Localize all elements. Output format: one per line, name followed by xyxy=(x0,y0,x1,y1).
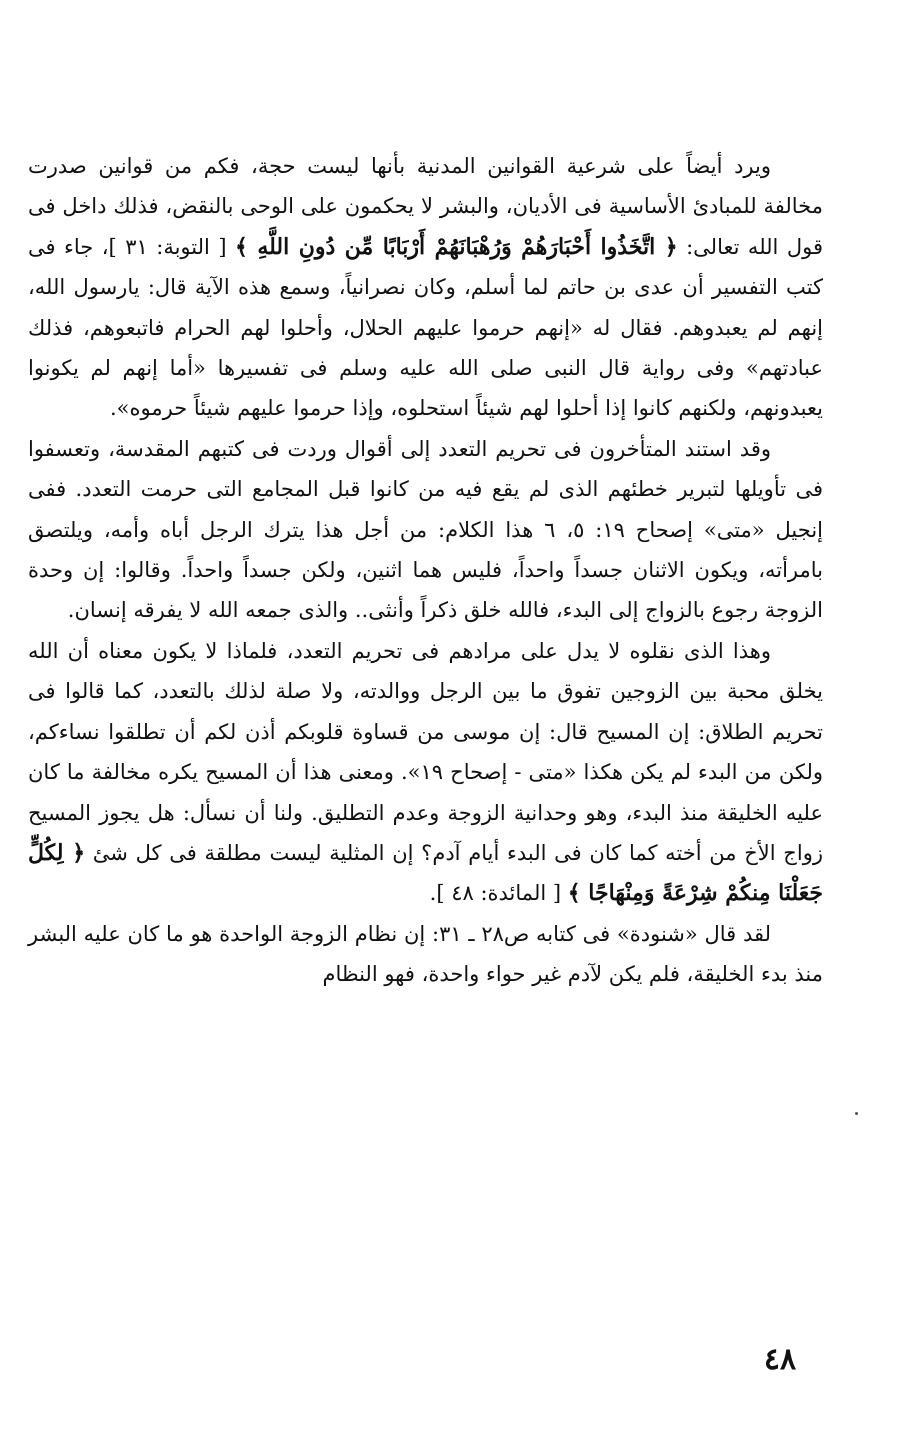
paragraph-text: وقد استند المتأخرون فى تحريم التعدد إلى أقوال وردت فى كتبهم المقدسة، وتعسفوا فى تأويلها لتبرير خطئهم الذى لم يقع فيه من كانوا قبل المجامع التى حرمت التعدد. ففى إنجيل «متى» إصحاح ١٩: ٥، ٦ هذا الكلام: من أجل هذا يترك الرجل أباه وأمه، ويلتصق بامرأته، ويكون الاثنان جسداً واحداً، فليس هما اثنين، ولكن جسداً واحداً. وقالوا: إن وحدة الزوجة رجوع بالزواج إلى البدء، فالله خلق ذكراً وأنثى.. والذى جمعه الله لا يفرقه إنسان. xyxy=(28,436,823,623)
paragraph-3 xyxy=(28,631,823,914)
quran-verse: ﴿ لِكُلٍّ جَعَلْنَا مِنكُمْ شِرْعَةً وَمِنْهَاجًا ﴾ xyxy=(28,839,823,907)
page-number: ٤٨ xyxy=(763,1342,797,1377)
body-text xyxy=(28,146,823,995)
paragraph-text: لقد قال «شنودة» فى كتابه ص٢٨ ـ ٣١: إن نظام الزوجة الواحدة هو ما كان عليه البشر منذ بدء الخليقة، فلم يكن لآدم غير حواء واحدة، فهو النظام xyxy=(28,921,823,987)
paragraph-2 xyxy=(28,429,823,631)
paragraph-text: وهذا الذى نقلوه لا يدل على مرادهم فى تحريم التعدد، فلماذا لا يكون معناه أن الله يخلق محبة بين الزوجين تفوق ما بين الرجل ووالدته، ولا صلة لذلك بالتعدد، كما قالوا فى تحريم الطلاق: إن المسيح قال: إن موسى من قساوة قلوبكم أذن لكم أن تطلقوا نساءكم، ولكن من البدء لم يكن هكذا «متى - إصحاح ١٩». ومعنى هذا أن المسيح يكره مخالفة ما كان عليه الخليقة منذ البدء، وهو وحدانية الزوجة وعدم التطليق. ولنا أن نسأل: هل يجوز المسيح زواج الأخ من أخته كما كان فى البدء أيام آدم؟ إن المثلية ليست مطلقة فى كل شئ xyxy=(28,638,823,865)
scan-speck xyxy=(855,1112,858,1115)
paragraph-text: ويرد أيضاً على شرعية القوانين المدنية بأنها ليست حجة، فكم من قوانين صدرت مخالفة للمبادئ الأساسية فى الأديان، والبشر لا يحكمون على الوحى بالنقض، فذلك داخل فى قول الله تعالى: xyxy=(28,154,824,259)
paragraph-4 xyxy=(28,914,823,995)
paragraph-1 xyxy=(28,146,823,429)
paragraph-text: [ المائدة: ٤٨ ]. xyxy=(429,881,568,906)
paragraph-text: [ التوبة: ٣١ ]، جاء فى كتب التفسير أن عدى بن حاتم لما أسلم، وكان نصرانياً، وسمع هذه الآية قال: يارسول الله، إنهم لم يعبدوهم. فقال له «إنهم حرموا عليهم الحلال، وأحلوا لهم الحرام فاتبعوهم، فذلك عبادتهم» وفى رواية قال النبى صلى الله عليه وسلم فى تفسيرها «أما إنهم لم يكونوا يعبدونهم، ولكنهم كانوا إذا أحلوا لهم شيئاً استحلوه، وإذا حرموا عليهم شيئاً حرموه». xyxy=(28,234,823,421)
quran-verse: ﴿ اتَّخَذُوا أَحْبَارَهُمْ وَرُهْبَانَهُمْ أَرْبَابًا مِّن دُونِ اللَّهِ ﴾ xyxy=(235,233,678,260)
